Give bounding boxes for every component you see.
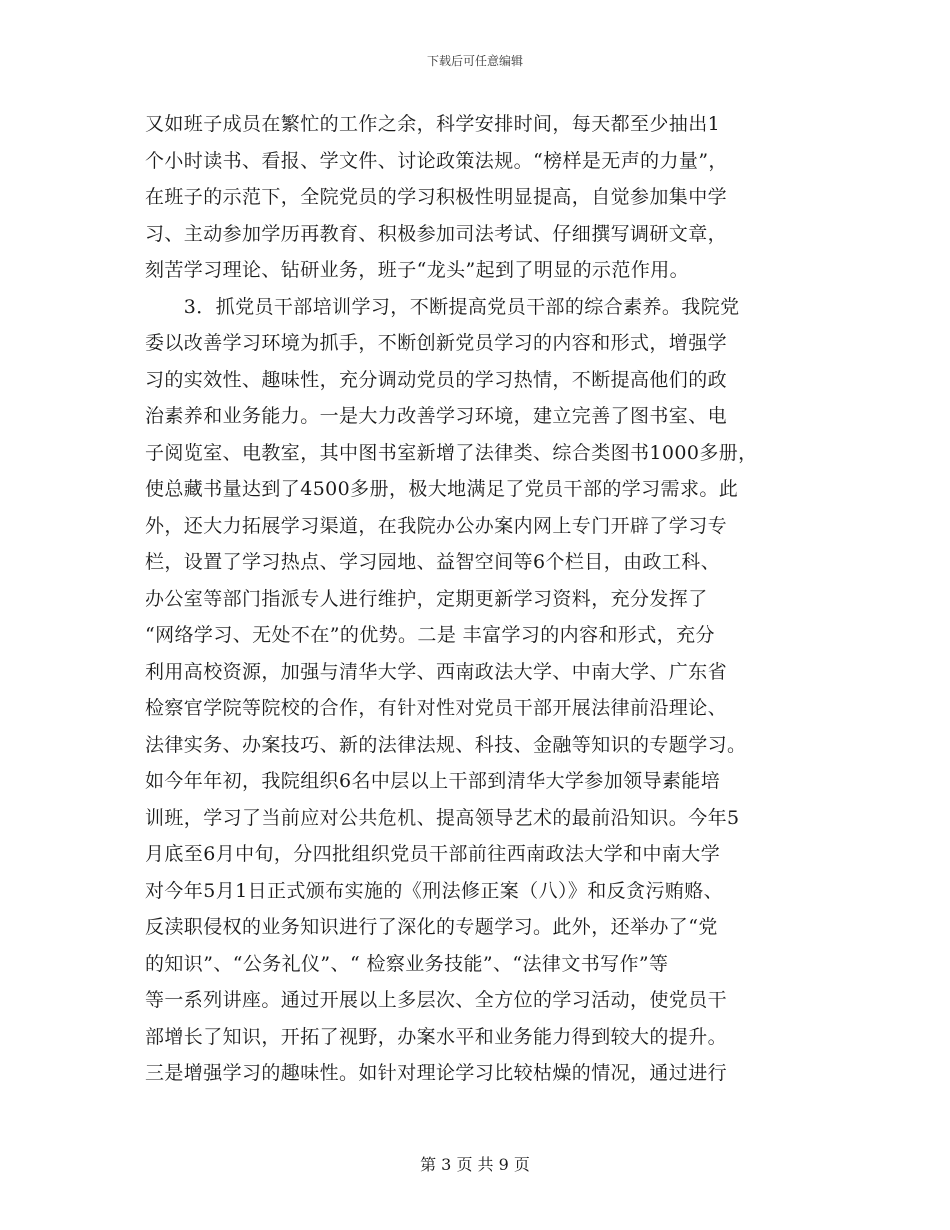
text-line: 3．抓党员干部培训学习，不断提高党员干部的综合素养。我院党 <box>145 295 740 318</box>
text-line: 三是增强学习的趣味性。如针对理论学习比较枯燥的情况，通过进行 <box>145 1062 728 1084</box>
text-line: 在班子的示范下，全院党员的学习积极性明显提高，自觉参加集中学 <box>145 186 728 208</box>
text-line: 月底至6月中旬，分四批组织党员干部前往西南政法大学和中南大学 <box>145 843 721 865</box>
text-line: 使总藏书量达到了4500多册，极大地满足了党员干部的学习需求。此 <box>145 478 739 500</box>
text-line: 反渎职侵权的业务知识进行了深化的专题学习。此外，还举办了“党 <box>145 916 718 938</box>
text-line: 刻苦学习理论、钻研业务，班子“龙头”起到了明显的示范作用。 <box>145 259 690 281</box>
text-line: 办公室等部门指派专人进行维护，定期更新学习资料，充分发挥了 <box>145 587 708 610</box>
text-line: 栏，设置了学习热点、学习园地、益智空间等6个栏目，由政工科、 <box>145 551 721 573</box>
text-line: 个小时读书、看报、学文件、讨论政策法规。“榜样是无声的力量”， <box>145 149 728 172</box>
text-line: 检察官学院等院校的合作，有针对性对党员干部开展法律前沿理论、 <box>145 697 728 719</box>
text-line: 训班，学习了当前应对公共危机、提高领导艺术的最前沿知识。今年5 <box>145 806 740 829</box>
text-line: “网络学习、无处不在”的优势。二是 丰富学习的内容和形式，充分 <box>145 624 715 646</box>
text-line: 习、主动参加学历再教育、积极参加司法考试、仔细撰写调研文章， <box>145 222 728 245</box>
page-header: 下载后可任意编辑 <box>426 54 523 68</box>
text-line: 外，还大力拓展学习渠道，在我院办公办案内网上专门开辟了学习专 <box>145 514 728 537</box>
text-line: 习的实效性、趣味性，充分调动党员的学习热情，不断提高他们的政 <box>145 368 728 391</box>
text-line: 如今年年初，我院组织6名中层以上干部到清华大学参加领导素能培 <box>145 770 721 792</box>
text-line: 法律实务、办案技巧、新的法律法规、科技、金融等知识的专题学习。 <box>145 733 747 756</box>
document-body <box>145 106 807 1092</box>
text-line: 委以改善学习环境为抓手，不断创新党员学习的内容和形式，增强学 <box>145 332 728 354</box>
text-line: 部增长了知识，开拓了视野，办案水平和业务能力得到较大的提升。 <box>145 1025 728 1048</box>
text-line: 治素养和业务能力。一是大力改善学习环境，建立完善了图书室、电 <box>145 405 728 427</box>
text-line: 又如班子成员在繁忙的工作之余，科学安排时间，每天都至少抽出1 <box>145 113 721 135</box>
text-line: 对今年5月1日正式颁布实施的《刑法修正案（八）》和反贪污贿赂、 <box>145 879 724 902</box>
text-line: 子阅览室、电教室，其中图书室新增了法律类、综合类图书1000多册， <box>145 441 758 464</box>
text-line: 的知识”、“公务礼仪”、“ 检察业务技能”、“法律文书写作”等 <box>145 952 669 975</box>
text-line: 利用高校资源，加强与清华大学、西南政法大学、中南大学、广东省 <box>145 660 728 683</box>
text-line: 等一系列讲座。通过开展以上多层次、全方位的学习活动，使党员干 <box>145 989 728 1011</box>
page-number: 第 3 页 共 9 页 <box>420 1155 530 1174</box>
